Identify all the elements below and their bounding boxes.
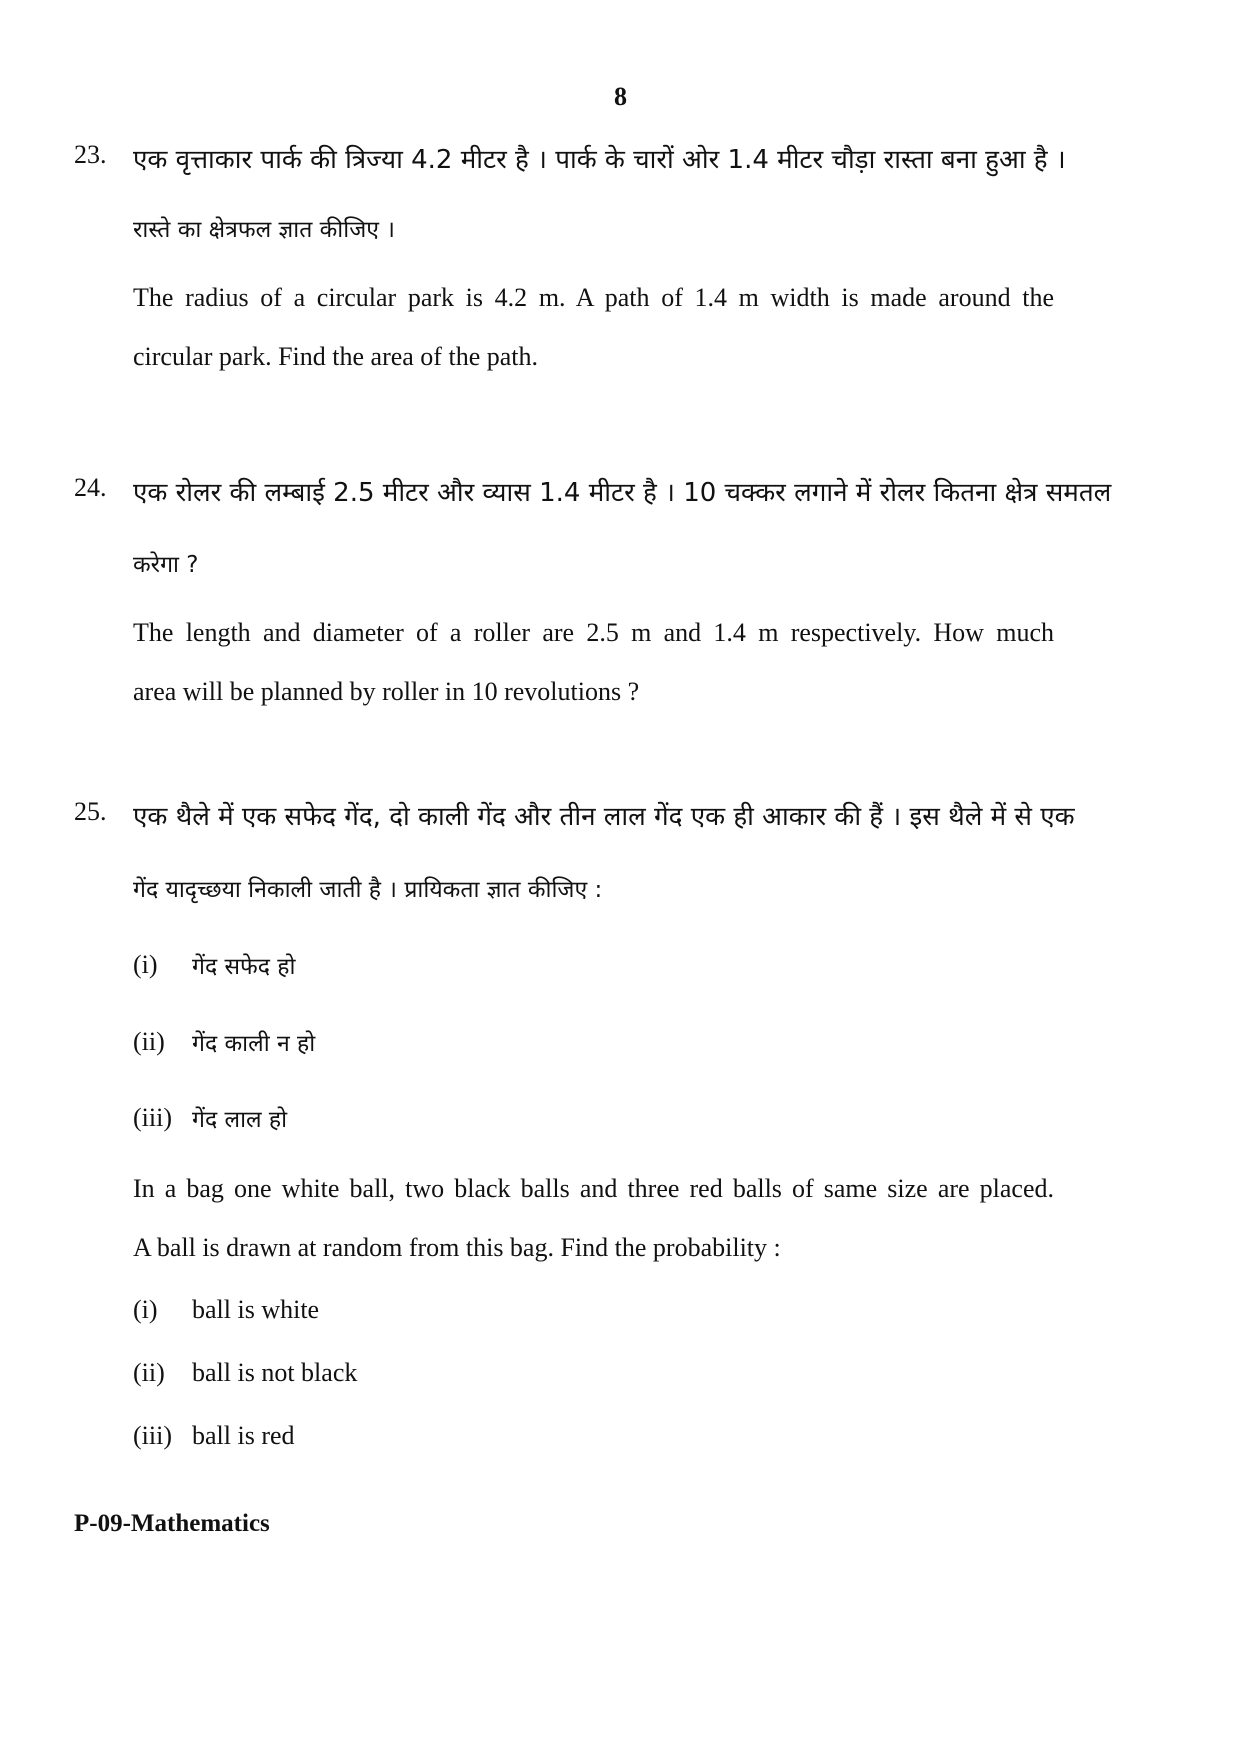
question-hindi-line: एक रोलर की लम्बाई 2.5 मीटर और व्यास 1.4 मीटर है । 10 चक्कर लगाने में रोलर कितना क्षेत्र समतल [133,478,1112,508]
option-label: (i) [133,950,158,979]
option-text: ball is white [192,1295,320,1324]
question-hindi-line: करेगा ? [133,552,199,578]
question-hindi-line: एक वृत्ताकार पार्क की त्रिज्या 4.2 मीटर है । पार्क के चारों ओर 1.4 मीटर चौड़ा रास्ता बना हुआ है । [133,145,1066,175]
question-number: 25. [74,797,107,826]
option-text: ball is red [192,1421,295,1450]
question-english-line: circular park. Find the area of the path. [133,342,538,371]
question-hindi-line: रास्ते का क्षेत्रफल ज्ञात कीजिए । [133,217,396,243]
option-label: (ii) [133,1358,165,1387]
question-english-line: The radius of a circular park is 4.2 m. A path of 1.4 m width is made around the [133,283,1054,312]
question-number: 23. [74,140,107,169]
option-label: (ii) [133,1027,165,1056]
question-english-line: The length and diameter of a roller are 2.5 m and 1.4 m respectively. How much [133,618,1054,647]
page-number: 8 [614,82,627,111]
option-text: ball is not black [192,1358,358,1387]
question-hindi-line: एक थैले में एक सफेद गेंद, दो काली गेंद और तीन लाल गेंद एक ही आकार की हैं । इस थैले में से एक [133,802,1075,832]
question-hindi-line: गेंद यादृच्छया निकाली जाती है । प्रायिकता ज्ञात कीजिए : [133,877,603,903]
question-english-line: area will be planned by roller in 10 revolutions ? [133,677,640,706]
option-label: (iii) [133,1103,172,1132]
footer-subject-code: P-09-Mathematics [74,1510,270,1537]
option-text: गेंद सफेद हो [192,954,296,980]
option-label: (i) [133,1295,158,1324]
option-text: गेंद काली न हो [192,1031,316,1057]
option-text: गेंद लाल हो [192,1107,288,1133]
option-label: (iii) [133,1421,172,1450]
question-english-line: In a bag one white ball, two black balls and three red balls of same size are placed. [133,1174,1054,1203]
question-number: 24. [74,473,107,502]
question-english-line: A ball is drawn at random from this bag. Find the probability : [133,1233,781,1262]
